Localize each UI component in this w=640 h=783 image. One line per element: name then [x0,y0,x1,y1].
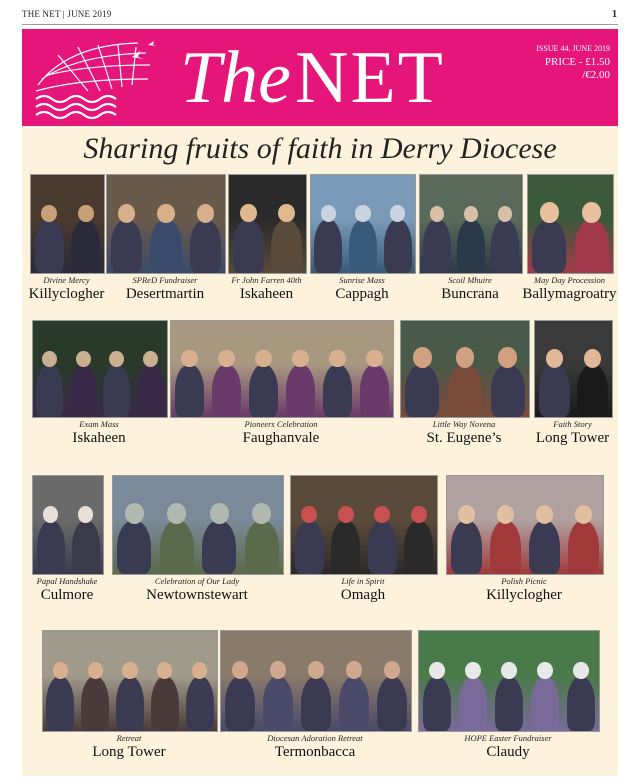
person-head [308,661,325,679]
person-head [540,202,559,223]
person-figure [245,520,279,574]
person-head [498,206,513,222]
photo-caption-place: Termonbacca [274,744,356,760]
person-head [252,503,271,524]
person-head [366,350,382,368]
person-figure [384,219,412,273]
person-head [536,505,553,524]
person-figure [323,364,353,417]
person-head [429,662,445,679]
masthead [22,29,618,126]
person-head [42,351,57,367]
person-head [78,205,94,223]
person-head [118,204,135,223]
person-figure [490,520,521,574]
photo [400,320,530,418]
person-head [321,205,336,222]
person-figure [202,520,236,574]
title-net: NET [295,37,445,119]
person-figure [301,676,331,731]
person-figure [70,364,97,417]
photo-caption-event: Retreat [116,733,142,743]
photo-caption-event: Celebration of Our Lady [154,576,240,586]
person-figure [286,364,316,417]
photo-caption-event: Sunrise Mass [339,275,385,285]
person-figure [151,676,179,731]
masthead-title [180,33,445,123]
person-head [122,662,137,679]
photo [42,630,218,732]
person-head [143,351,158,367]
photo-caption-event: Little Way Novena [432,419,496,429]
person-figure [46,676,74,731]
person-head [413,347,432,368]
person-head [125,503,144,524]
photo [228,174,307,274]
person-figure [36,364,63,417]
person-head [464,206,479,222]
person-head [458,505,475,524]
photo-caption-place: Cappagh [335,286,389,302]
person-head [88,662,103,679]
headline: Sharing fruits of faith in Derry Diocese [83,132,557,165]
person-figure [423,676,452,731]
photo [290,475,438,575]
photo [32,320,168,418]
photo-caption-place: Killyclogher [486,587,562,603]
person-figure [451,520,482,574]
photo-caption-event: Life in Spirit [341,576,385,586]
person-head [157,662,172,679]
photo-caption-event: Polish Picnic [501,576,547,586]
person-head [501,662,517,679]
photo [106,174,226,274]
person-figure [314,219,342,273]
person-figure [339,676,369,731]
person-figure [405,364,439,417]
person-figure [491,364,525,417]
photo-caption-place: St. Eugene’s [426,430,502,446]
person-head [78,506,93,523]
person-head [498,347,517,368]
person-figure [137,364,164,417]
person-head [465,662,481,679]
person-figure [160,520,194,574]
person-figure [539,364,570,417]
person-head [411,506,427,524]
person-figure [117,520,151,574]
person-figure [404,520,433,574]
person-figure [295,520,324,574]
person-figure [457,219,484,273]
person-head [374,506,390,524]
person-figure [459,676,488,731]
person-head [497,505,514,524]
photo [527,174,614,274]
person-figure [225,676,255,731]
photo-caption-event: SPReD Fundraiser [132,275,198,285]
person-head [210,503,229,524]
photo-caption-event: Pioneers Celebration [244,419,318,429]
net-logo-icon [28,35,168,121]
person-figure [190,219,221,273]
photo-caption-event: Exam Mass [79,419,119,429]
price-line-2: /€2.00 [582,69,610,81]
person-head [584,349,601,368]
title-the: The [180,37,291,119]
person-head [384,661,401,679]
photo [446,475,604,575]
person-figure [360,364,390,417]
person-figure [495,676,524,731]
person-figure [263,676,293,731]
person-figure [529,520,560,574]
person-head [240,204,257,223]
photo-caption-event: Fr John Farren 40th [231,275,302,285]
person-figure [577,364,608,417]
photo [170,320,394,418]
photo-caption-place: Iskaheen [72,430,126,446]
person-head [255,350,271,368]
photo-caption-place: Long Tower [535,430,610,446]
person-head [41,205,57,223]
photo-caption-place: Killyclogher [28,286,105,302]
person-figure [377,676,407,731]
person-figure [103,364,130,417]
person-head [430,206,445,222]
photo-caption-event: Divine Mercy [43,275,90,285]
person-head [338,506,354,524]
photo [534,320,613,418]
person-head [537,662,553,679]
person-head [157,204,174,223]
person-figure [233,219,264,273]
person-head [232,661,249,679]
person-head [346,661,363,679]
person-figure [331,520,360,574]
photo [418,630,600,732]
person-head [301,506,317,524]
photo [32,475,104,575]
photo-caption-place: Omagh [340,587,386,603]
header-rule [22,24,618,25]
person-figure [567,676,596,731]
price-line-1: PRICE - £1.50 [544,56,610,68]
photo [220,630,412,732]
person-figure [491,219,518,273]
person-head [582,202,601,223]
running-head: THE NET | JUNE 2019 [22,9,112,19]
person-figure [72,520,100,574]
photo-caption-event: Diocesan Adoration Retreat [267,733,363,743]
person-head [218,350,234,368]
person-head [270,661,287,679]
person-figure [531,676,560,731]
person-figure [249,364,279,417]
person-figure [532,219,566,273]
photo-caption-place: Claudy [486,744,530,760]
person-head [329,350,345,368]
person-figure [368,520,397,574]
person-figure [271,219,302,273]
person-head [76,351,91,367]
photo-caption-place: Newtownstewart [146,587,248,603]
person-head [278,204,295,223]
person-figure [111,219,142,273]
person-figure [186,676,214,731]
page-number: 1 [612,9,617,20]
person-head [167,503,186,524]
person-figure [448,364,482,417]
photo [419,174,523,274]
person-head [181,350,197,368]
photo-caption-place: Faughanvale [242,430,320,446]
photo [30,174,105,274]
person-head [456,347,475,368]
photo-caption-event: HOPE Easter Fundraiser [464,733,552,743]
person-head [546,349,563,368]
content-area [22,126,618,776]
person-figure [349,219,377,273]
person-figure [37,520,65,574]
person-head [43,506,58,523]
person-head [573,662,589,679]
person-head [355,205,370,222]
person-figure [575,219,609,273]
person-head [575,505,592,524]
photo-caption-event: May Day Procession [534,275,605,285]
photo-caption-place: Long Tower [92,744,166,760]
photo-caption-event: Scoil Mhuire [448,275,492,285]
person-head [292,350,308,368]
photo-caption-place: Iskaheen [239,286,294,302]
photo-caption-event: Papal Handshake [36,576,98,586]
person-head [53,662,68,679]
photo-caption-event: Faith Story [553,419,592,429]
person-head [390,205,405,222]
issue-line: ISSUE 44. JUNE 2019 [536,44,610,53]
person-figure [116,676,144,731]
person-figure [35,219,64,273]
photo-caption-place: Desertmartin [125,286,205,302]
person-head [192,662,207,679]
person-figure [71,219,100,273]
person-figure [212,364,242,417]
photo-caption-place: Ballymagroatry [522,286,617,302]
person-figure [568,520,599,574]
photo [112,475,284,575]
person-figure [81,676,109,731]
person-head [109,351,124,367]
person-head [197,204,214,223]
photo-caption-place: Buncrana [441,286,499,302]
person-figure [150,219,181,273]
person-figure [175,364,205,417]
photo [310,174,416,274]
price-box [545,56,610,82]
photo-caption-place: Culmore [40,587,94,603]
person-figure [423,219,450,273]
